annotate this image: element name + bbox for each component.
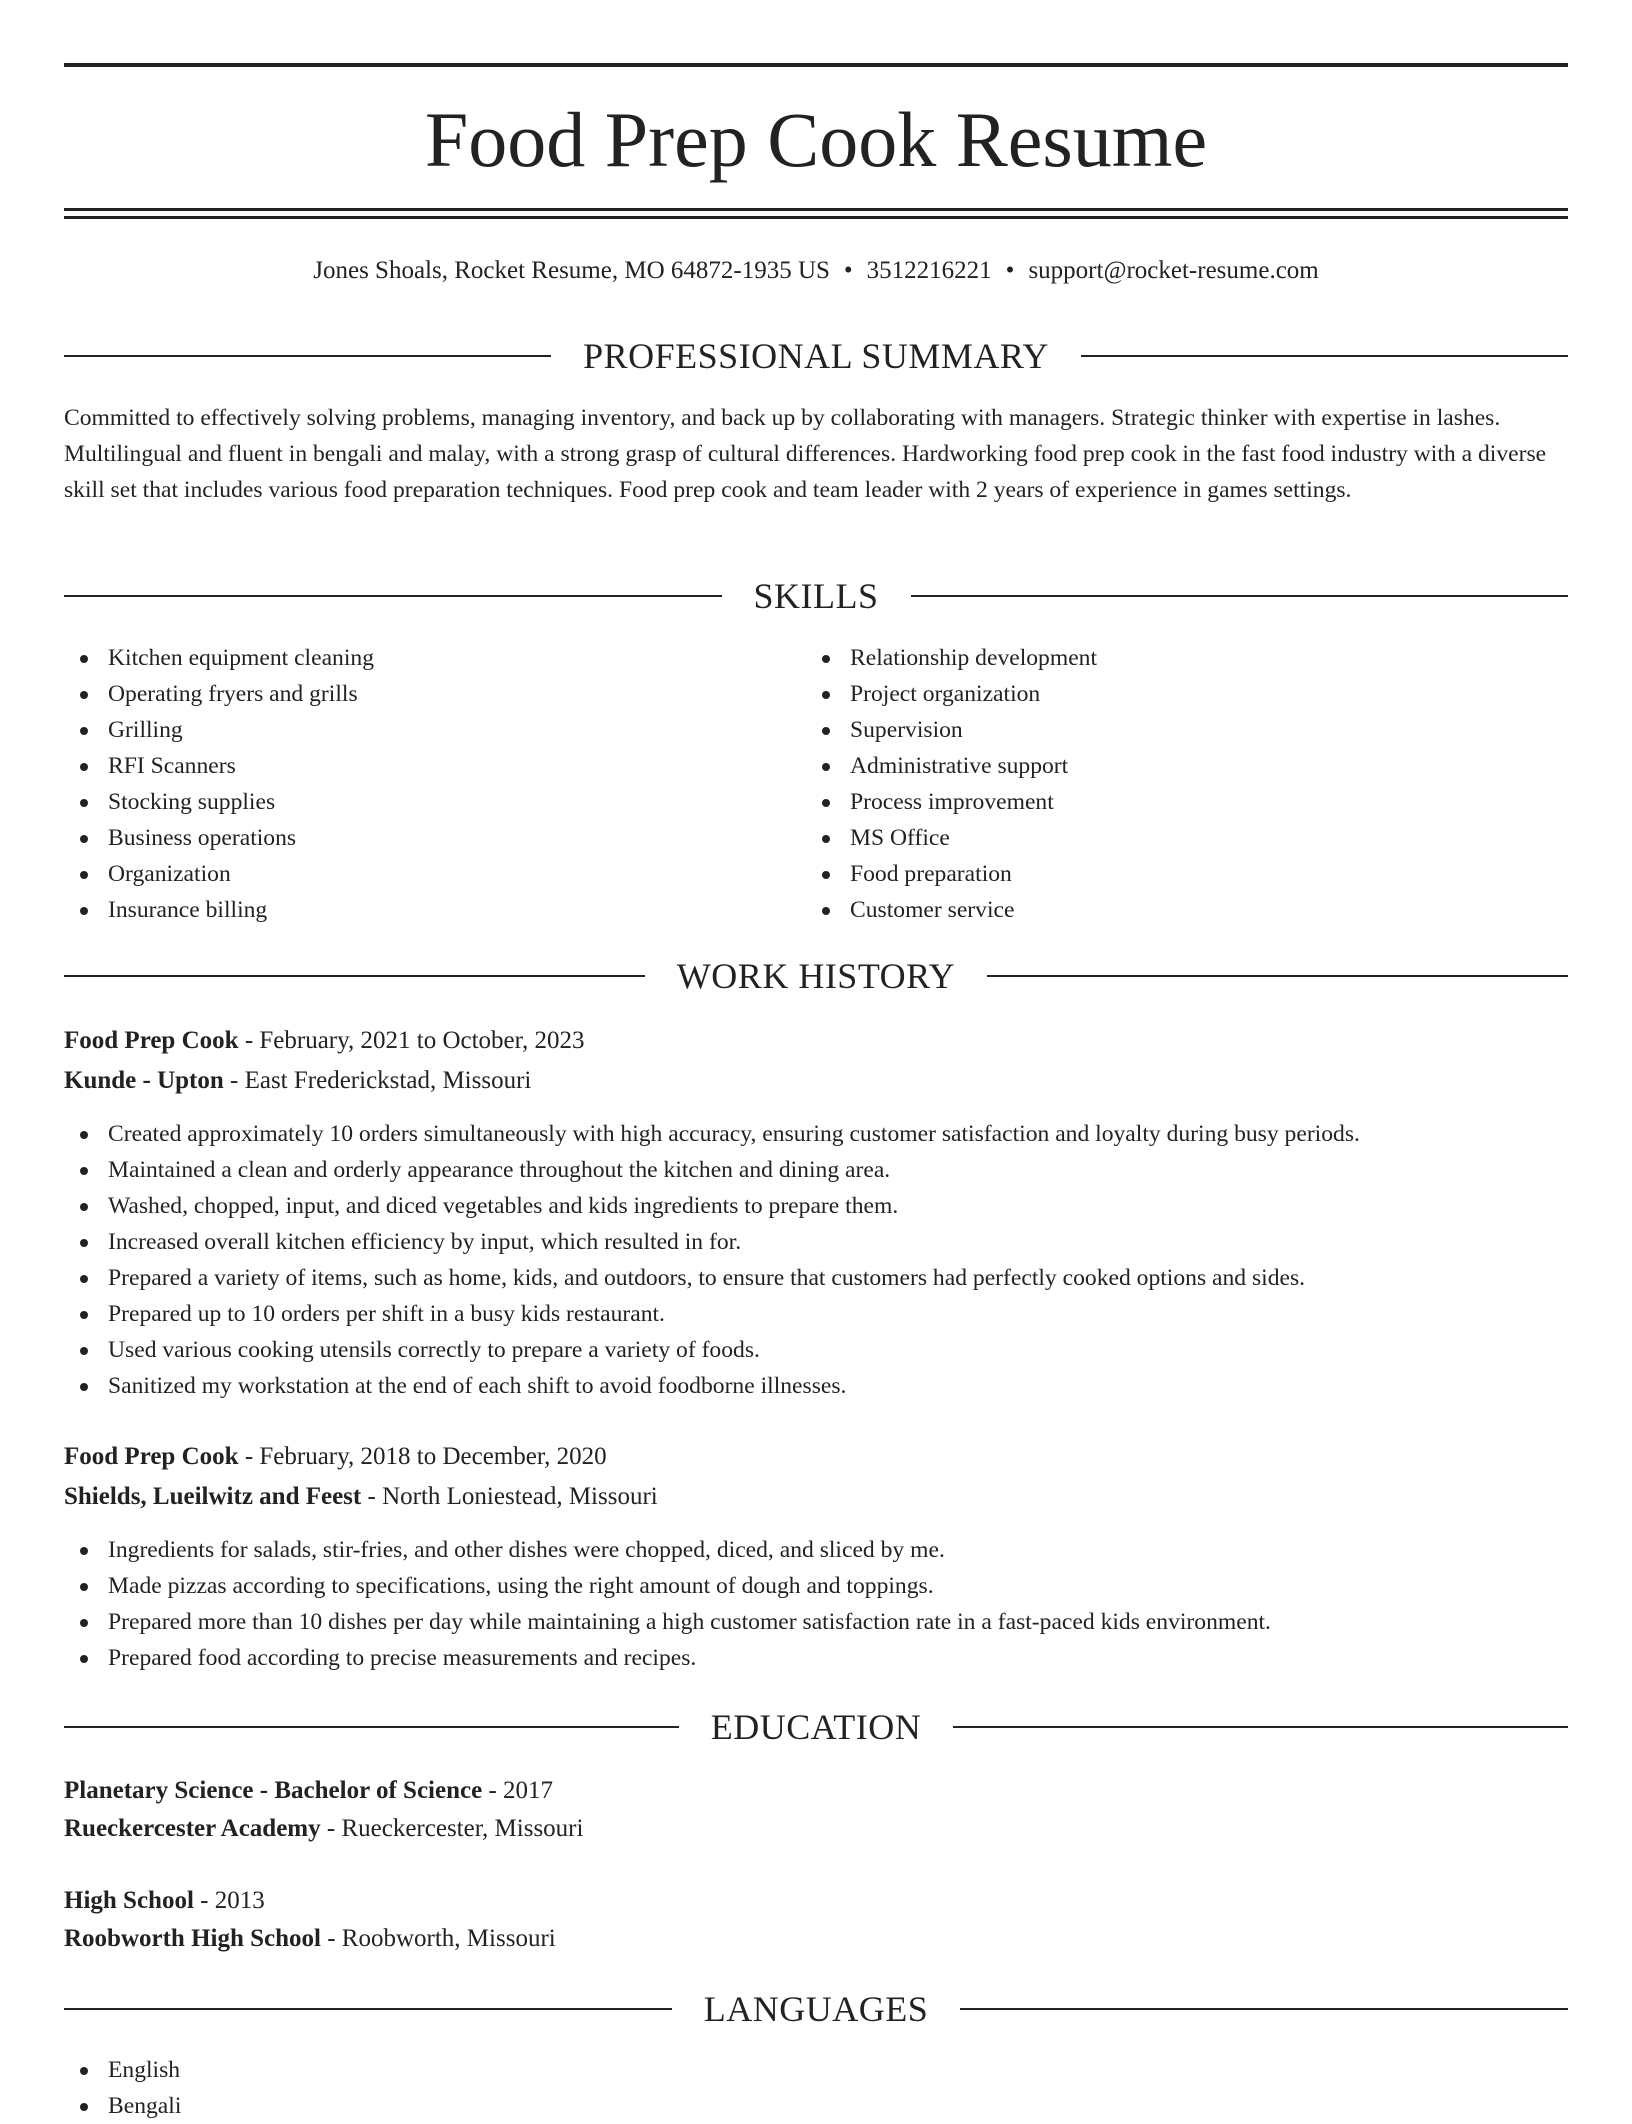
job-duty: Increased overall kitchen efficiency by input, which resulted in for. xyxy=(64,1224,1568,1260)
contact-separator: • xyxy=(1005,257,1015,284)
job-duty: Ingredients for salads, stir-fries, and other dishes were chopped, diced, and sliced by me. xyxy=(64,1532,1568,1568)
skill-item: Insurance billing xyxy=(64,892,804,928)
job-duty: Prepared more than 10 dishes per day while maintaining a high customer satisfaction rate in a fast-paced kids environment. xyxy=(64,1604,1568,1640)
education-location: - Rueckercester, Missouri xyxy=(320,1815,584,1842)
job-dates: - February, 2021 to October, 2023 xyxy=(238,1027,585,1054)
education-degree: Planetary Science - Bachelor of Science xyxy=(64,1777,483,1804)
skill-item: Business operations xyxy=(64,820,804,856)
section-heading-work xyxy=(64,954,1568,998)
section-heading-summary xyxy=(64,334,1568,378)
heading-rule xyxy=(1081,355,1568,357)
section-heading-languages xyxy=(64,1987,1568,2031)
languages-list xyxy=(64,2052,1568,2124)
heading-rule xyxy=(64,355,551,357)
education-degree-line xyxy=(64,1883,1568,1919)
job-company-line xyxy=(64,1479,1568,1515)
summary-paragraph: Committed to effectively solving problems, managing inventory, and back up by collaborating with managers. Strategic thinker with expertise in lashes. Multilingual and fluent in bengali and malay, with a strong grasp of cultural differences. Hardworking food prep cook in the fast food industry with a diverse skill set that includes various food preparation techniques. Food prep cook and team leader with 2 years of experience in games settings. xyxy=(64,405,1547,503)
job-duty: Sanitized my workstation at the end of each shift to avoid foodborne illnesses. xyxy=(64,1368,1568,1404)
title-rule-upper xyxy=(64,208,1568,211)
heading-rule xyxy=(64,975,645,977)
education-location: - Roobworth, Missouri xyxy=(320,1925,556,1952)
skill-item: RFI Scanners xyxy=(64,748,804,784)
education-year: - 2017 xyxy=(482,1777,554,1804)
job-duty: Used various cooking utensils correctly to prepare a variety of foods. xyxy=(64,1332,1568,1368)
job-title: Food Prep Cook xyxy=(64,1027,239,1054)
section-title: WORK HISTORY xyxy=(676,956,956,996)
heading-rule xyxy=(911,595,1569,597)
job-duty: Made pizzas according to specifications, using the right amount of dough and toppings. xyxy=(64,1568,1568,1604)
skill-item: Project organization xyxy=(806,676,1546,712)
skill-item: Organization xyxy=(64,856,804,892)
section-heading-skills xyxy=(64,574,1568,618)
job-company: Shields, Lueilwitz and Feest xyxy=(64,1483,362,1510)
title-rule-lower xyxy=(64,216,1568,219)
heading-rule xyxy=(953,1726,1568,1728)
job-duty: Maintained a clean and orderly appearance throughout the kitchen and dining area. xyxy=(64,1152,1568,1188)
skill-item: Administrative support xyxy=(806,748,1546,784)
skills-list-left xyxy=(64,640,804,928)
skill-item: MS Office xyxy=(806,820,1546,856)
job-dates: - February, 2018 to December, 2020 xyxy=(238,1443,607,1470)
section-title: EDUCATION xyxy=(710,1707,922,1747)
job-company: Kunde - Upton xyxy=(64,1067,224,1094)
job-duty: Prepared up to 10 orders per shift in a busy kids restaurant. xyxy=(64,1296,1568,1332)
job-location: - East Frederickstad, Missouri xyxy=(223,1067,532,1094)
job-location: - North Loniestead, Missouri xyxy=(361,1483,658,1510)
skill-item: Customer service xyxy=(806,892,1546,928)
skill-item: Operating fryers and grills xyxy=(64,676,804,712)
skills-list-right xyxy=(806,640,1546,928)
language-item: English xyxy=(64,2052,1568,2088)
job-company-line xyxy=(64,1063,1568,1099)
job-title: Food Prep Cook xyxy=(64,1443,239,1470)
heading-rule xyxy=(64,595,722,597)
job-title-line xyxy=(64,1439,1568,1475)
heading-rule xyxy=(960,2008,1568,2010)
section-title: LANGUAGES xyxy=(703,1989,929,2029)
skill-item: Food preparation xyxy=(806,856,1546,892)
skill-item: Process improvement xyxy=(806,784,1546,820)
job-duty: Washed, chopped, input, and diced vegetables and kids ingredients to prepare them. xyxy=(64,1188,1568,1224)
job-duty: Prepared a variety of items, such as home, kids, and outdoors, to ensure that customers had perfectly cooked options and sides. xyxy=(64,1260,1568,1296)
skill-item: Grilling xyxy=(64,712,804,748)
top-rule xyxy=(64,63,1568,67)
section-title: SKILLS xyxy=(753,576,879,616)
education-year: - 2013 xyxy=(193,1887,265,1914)
education-degree: High School xyxy=(64,1887,194,1914)
job-title-line xyxy=(64,1023,1568,1059)
skill-item: Supervision xyxy=(806,712,1546,748)
skill-item: Relationship development xyxy=(806,640,1546,676)
contact-email[interactable]: support@rocket-resume.com xyxy=(1028,257,1319,284)
skill-item: Kitchen equipment cleaning xyxy=(64,640,804,676)
language-item: Bengali xyxy=(64,2088,1568,2124)
contact-line xyxy=(64,254,1568,288)
skill-item: Stocking supplies xyxy=(64,784,804,820)
education-degree-line xyxy=(64,1773,1568,1809)
contact-address: Jones Shoals, Rocket Resume, MO 64872-1935 US xyxy=(313,257,830,284)
heading-rule xyxy=(64,1726,679,1728)
heading-rule xyxy=(987,975,1568,977)
job-duty: Created approximately 10 orders simultaneously with high accuracy, ensuring customer satisfaction and loyalty during busy periods. xyxy=(64,1116,1568,1152)
contact-separator: • xyxy=(843,257,853,284)
education-school-line xyxy=(64,1811,1568,1847)
job-duties-list xyxy=(64,1116,1568,1404)
job-duty: Prepared food according to precise measurements and recipes. xyxy=(64,1640,1568,1676)
contact-phone: 3512216221 xyxy=(866,257,992,284)
heading-rule xyxy=(64,2008,672,2010)
job-duties-list xyxy=(64,1532,1568,1676)
education-school: Rueckercester Academy xyxy=(64,1815,321,1842)
section-title: PROFESSIONAL SUMMARY xyxy=(583,336,1049,376)
resume-title: Food Prep Cook Resume xyxy=(424,96,1208,183)
education-school-line xyxy=(64,1921,1568,1957)
section-heading-education xyxy=(64,1705,1568,1749)
education-school: Roobworth High School xyxy=(64,1925,321,1952)
